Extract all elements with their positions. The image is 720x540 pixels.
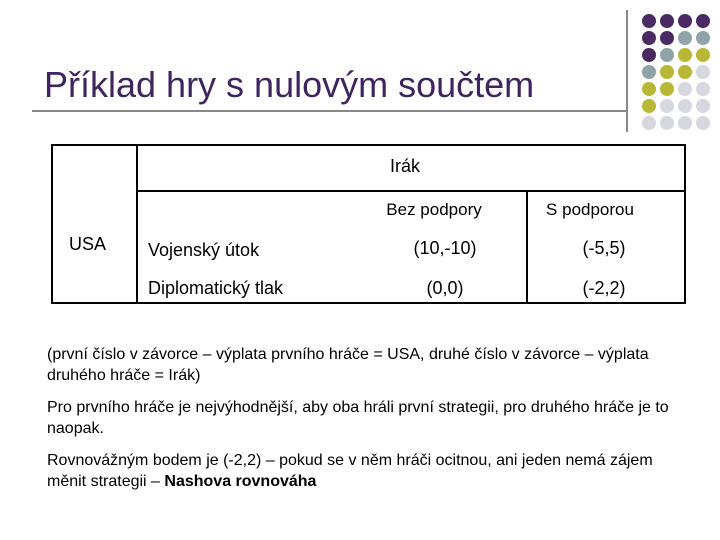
- decorative-dot: [678, 65, 692, 79]
- vertical-rule: [626, 10, 628, 132]
- player2-label: Irák: [390, 156, 421, 176]
- decorative-dot: [660, 31, 674, 45]
- decorative-dot: [660, 116, 674, 130]
- decorative-dot: [678, 31, 692, 45]
- decorative-dot: [696, 65, 710, 79]
- row-header: Vojenský útok: [148, 240, 260, 260]
- column-header: S podporou: [546, 200, 634, 219]
- payoff-cell: (10,-10): [413, 238, 477, 258]
- payoff-cell: (0,0): [426, 278, 464, 298]
- decorative-dot: [678, 116, 692, 130]
- decorative-dot: [696, 14, 710, 28]
- explanation-text: [47, 344, 687, 503]
- decorative-dot: [696, 82, 710, 96]
- decorative-dot: [642, 31, 656, 45]
- nash-equilibrium-term: Nashova rovnováha: [164, 473, 317, 490]
- decorative-dot: [642, 116, 656, 130]
- decorative-dot: [678, 48, 692, 62]
- decorative-dot: [642, 48, 656, 62]
- title-underline: [32, 110, 628, 112]
- payoff-cell: (-5,5): [582, 238, 626, 258]
- row-header: Diplomatický tlak: [148, 278, 284, 298]
- decorative-dot: [642, 65, 656, 79]
- note-paragraph: [47, 450, 687, 492]
- decorative-dot: [696, 31, 710, 45]
- note-text: Rovnovážným bodem je (-2,2) – pokud se v něm hráči ocitnou, ani jeden nemá zájem měnit strategii –: [47, 452, 653, 490]
- table-divider: [136, 146, 138, 302]
- player1-label: USA: [69, 234, 107, 254]
- decorative-dot: [660, 48, 674, 62]
- decorative-dot: [660, 14, 674, 28]
- decorative-dot: [642, 82, 656, 96]
- decorative-dot: [678, 82, 692, 96]
- column-header: Bez podpory: [386, 200, 482, 219]
- decorative-dot-grid: [638, 10, 720, 130]
- payoff-table: [51, 144, 686, 304]
- note-paragraph: Pro prvního hráče je nejvýhodnější, aby oba hráli první strategii, pro druhého hráče je to naopak.: [47, 399, 669, 437]
- decorative-dot: [678, 99, 692, 113]
- note-paragraph: (první číslo v závorce – výplata prvního hráče = USA, druhé číslo v závorce – výplata druhého hráče = Irák): [47, 346, 649, 384]
- decorative-dot: [642, 14, 656, 28]
- decorative-dot: [696, 48, 710, 62]
- table-divider: [526, 190, 528, 302]
- slide-title: Příklad hry s nulovým součtem: [44, 64, 535, 105]
- decorative-dot: [696, 99, 710, 113]
- payoff-cell: (-2,2): [582, 278, 626, 298]
- decorative-dot: [642, 99, 656, 113]
- decorative-dot: [678, 14, 692, 28]
- decorative-dot: [660, 82, 674, 96]
- table-divider: [136, 190, 684, 192]
- decorative-dot: [660, 65, 674, 79]
- decorative-dot: [696, 116, 710, 130]
- decorative-dot: [660, 99, 674, 113]
